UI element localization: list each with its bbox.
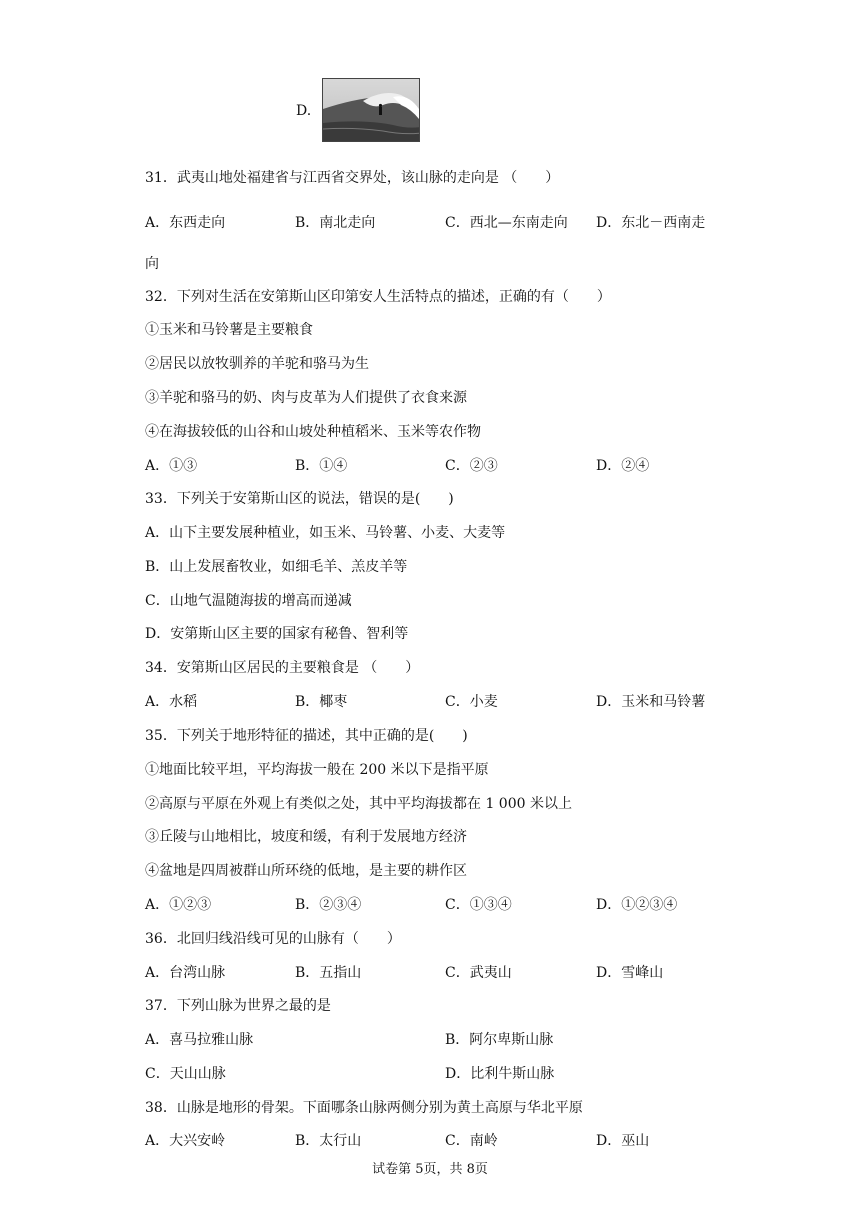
q32-option-b: B．①④ [295, 458, 348, 474]
question-38-stem: 38．山脉是地形的骨架。下面哪条山脉两侧分别为黄土高原与华北平原 [145, 1100, 583, 1116]
question-31-stem: 31．武夷山地处福建省与江西省交界处，该山脉的走向是 （ ） [145, 170, 560, 186]
surfing-wave-image [322, 78, 420, 142]
question-32-stem: 32．下列对生活在安第斯山区印第安人生活特点的描述，正确的有（ ） [145, 289, 611, 305]
q36-option-a: A．台湾山脉 [145, 965, 226, 981]
q31-option-c: C．西北—东南走向 [445, 215, 568, 231]
q33-option-d: D．安第斯山区主要的国家有秘鲁、智利等 [145, 626, 409, 642]
q34-option-b: B．椰枣 [295, 694, 348, 710]
q33-option-b: B．山上发展畜牧业，如细毛羊、羔皮羊等 [145, 559, 408, 575]
q35-option-c: C．①③④ [445, 897, 512, 913]
q36-option-c: C．武夷山 [445, 965, 512, 981]
q34-option-c: C．小麦 [445, 694, 498, 710]
question-34-stem: 34．安第斯山区居民的主要粮食是 （ ） [145, 660, 420, 676]
q33-option-a: A．山下主要发展种植业，如玉米、马铃薯、小麦、大麦等 [145, 525, 506, 541]
q31-option-d: D．东北－西南走 [596, 215, 706, 231]
question-33-stem: 33．下列关于安第斯山区的说法，错误的是( ) [145, 491, 454, 507]
q31-option-b: B．南北走向 [295, 215, 376, 231]
q32-item-1: ①玉米和马铃薯是主要粮食 [145, 322, 313, 338]
q37-option-b: B．阿尔卑斯山脉 [445, 1032, 554, 1048]
q31-option-d-wrap: 向 [145, 256, 159, 272]
q37-option-d: D．比利牛斯山脉 [445, 1066, 555, 1082]
q31-option-a: A．东西走向 [145, 215, 226, 231]
q38-option-c: C．南岭 [445, 1133, 498, 1149]
option-d-label: D. [296, 103, 312, 119]
q38-option-a: A．大兴安岭 [145, 1133, 226, 1149]
q32-item-4: ④在海拔较低的山谷和山坡处种植稻米、玉米等农作物 [145, 424, 481, 440]
q34-option-a: A．水稻 [145, 694, 198, 710]
question-35-stem: 35．下列关于地形特征的描述，其中正确的是( ) [145, 728, 468, 744]
q38-option-b: B．太行山 [295, 1133, 362, 1149]
q32-item-2: ②居民以放牧驯养的羊驼和骆马为生 [145, 356, 369, 372]
q35-option-b: B．②③④ [295, 897, 362, 913]
q37-option-a: A．喜马拉雅山脉 [145, 1032, 254, 1048]
q35-item-2: ②高原与平原在外观上有类似之处，其中平均海拔都在 1 000 米以上 [145, 796, 572, 812]
q32-option-d: D．②④ [596, 458, 650, 474]
question-37-stem: 37．下列山脉为世界之最的是 [145, 998, 331, 1014]
q32-item-3: ③羊驼和骆马的奶、肉与皮革为人们提供了衣食来源 [145, 390, 467, 406]
q32-option-c: C．②③ [445, 458, 498, 474]
q32-option-a: A．①③ [145, 458, 198, 474]
q34-option-d: D．玉米和马铃薯 [596, 694, 706, 710]
q36-option-b: B．五指山 [295, 965, 362, 981]
q37-option-c: C．天山山脉 [145, 1066, 226, 1082]
q35-item-3: ③丘陵与山地相比，坡度和缓，有利于发展地方经济 [145, 829, 467, 845]
question-36-stem: 36．北回归线沿线可见的山脉有（ ） [145, 931, 401, 947]
page-footer: 试卷第 5页，共 8页 [372, 1162, 488, 1177]
q33-option-c: C．山地气温随海拔的增高而递减 [145, 593, 352, 609]
q35-item-4: ④盆地是四周被群山所环绕的低地，是主要的耕作区 [145, 863, 467, 879]
q36-option-d: D．雪峰山 [596, 965, 664, 981]
q38-option-d: D．巫山 [596, 1133, 650, 1149]
q35-option-d: D．①②③④ [596, 897, 678, 913]
q35-item-1: ①地面比较平坦，平均海拔一般在 200 米以下是指平原 [145, 762, 489, 778]
q35-option-a: A．①②③ [145, 897, 212, 913]
